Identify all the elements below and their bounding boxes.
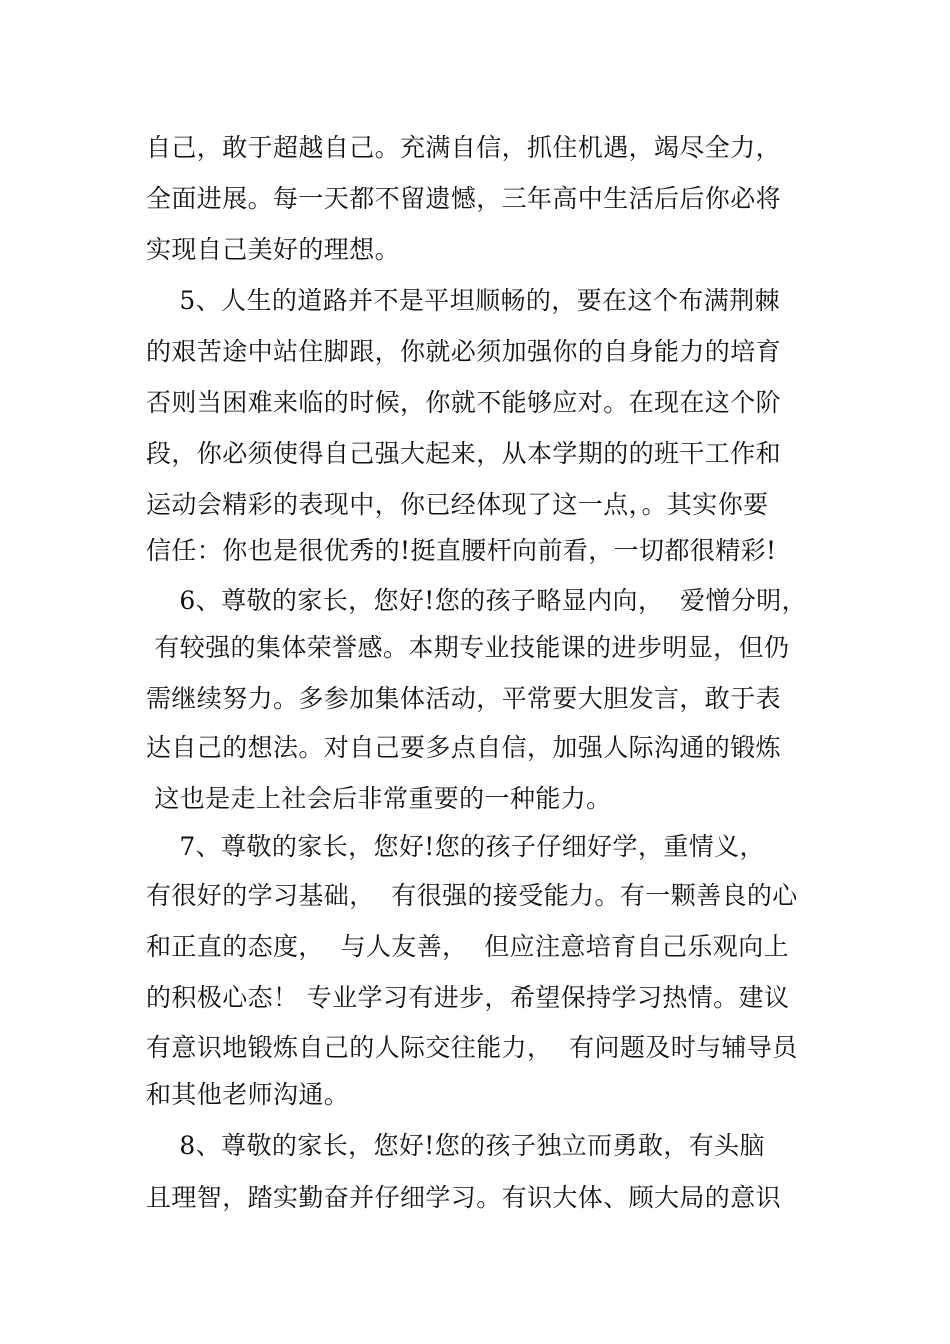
text-line: 有很好的学习基础， 有很强的接受能力。有一颗善良的心 (146, 881, 798, 910)
text-line: 实现自己美好的理想。 (146, 235, 401, 264)
text-line: 需继续努力。多参加集体活动，平常要大胆发言，敢于表 (146, 684, 782, 713)
text-line: 段，你必须使得自己强大起来，从本学期的的班干工作和 (146, 439, 782, 468)
text-line: 和其他老师沟通。 (146, 1080, 350, 1109)
text-line: 达自己的想法。对自己要多点自信，加强人际沟通的锻炼 (146, 733, 782, 762)
text-line: 否则当困难来临的时候，你就不能够应对。在现在这个阶 (146, 388, 782, 417)
text-line: 有意识地锻炼自己的人际交往能力， 有问题及时与辅导员 (146, 1033, 798, 1062)
text-line: 自己，敢于超越自己。充满自信，抓住机遇，竭尽全力， (146, 133, 782, 162)
text-line: 且理智，踏实勤奋并仔细学习。有识大体、顾大局的意识 (146, 1183, 782, 1212)
text-line: 的积极心态！ 专业学习有进步，希望保持学习热情。建议 (146, 983, 790, 1012)
text-line: 运动会精彩的表现中，你已经体现了这一点，。其实你要 (146, 490, 769, 519)
text-line: 的艰苦途中站住脚跟，你就必须加强你的自身能力的培育 (146, 337, 782, 366)
text-line: 全面进展。每一天都不留遗憾，三年高中生活后后你必将 (146, 184, 782, 213)
text-line: 7、尊敬的家长，您好!您的孩子仔细好学，重情义， (146, 832, 765, 861)
text-line: 信任：你也是很优秀的!挺直腰杆向前看，一切都很精彩! (146, 536, 777, 565)
text-line: 5、人生的道路并不是平坦顺畅的，要在这个布满荆棘 (146, 286, 780, 315)
text-line: 这也是走上社会后非常重要的一种能力。 (146, 784, 612, 813)
text-line: 有较强的集体荣誉感。本期专业技能课的进步明显，但仍 (146, 633, 790, 662)
text-line: 8、尊敬的家长，您好!您的孩子独立而勇敢，有头脑 (146, 1131, 765, 1160)
text-line: 6、尊敬的家长，您好!您的孩子略显内向， 爱憎分明， (146, 586, 808, 615)
text-line: 和正直的态度， 与人友善， 但应注意培育自己乐观向上 (146, 932, 789, 961)
